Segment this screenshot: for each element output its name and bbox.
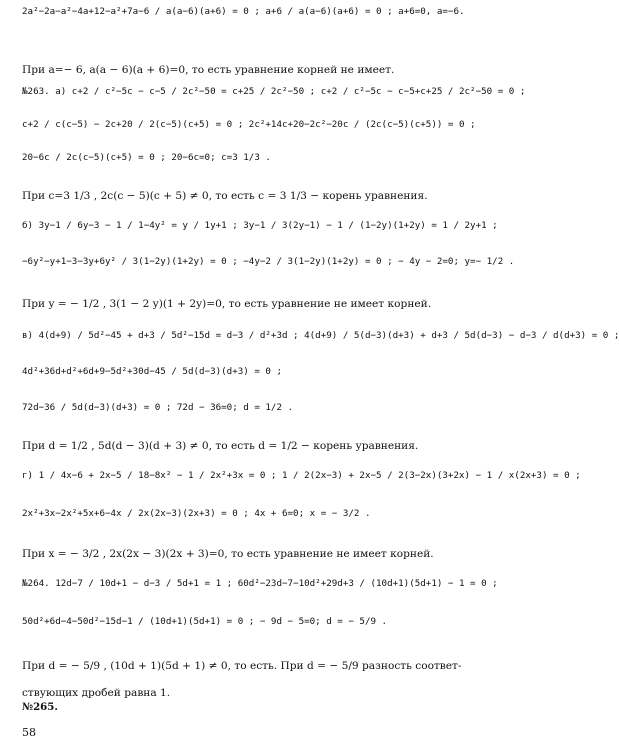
problem-264: №264. 12d−7 / 10d+1 − d−3 / 5d+1 = 1 ; 60d²−23d−7−10d²+29d+3 / (10d+1)(5d+1) − 1 = 0 ; xyxy=(22,578,498,589)
solution-line: При c=3 1/3 , 2c(c − 5)(c + 5) ≠ 0, то есть c = 3 1/3 − корень уравнения. xyxy=(22,190,428,202)
problem-265-heading: №265. xyxy=(22,701,58,713)
problem-263b: б) 3y−1 / 6y−3 − 1 / 1−4y² = y / 1y+1 ; 3y−1 / 3(2y−1) − 1 / (1−2y)(1+2y) = 1 / 2y+1 ; xyxy=(22,220,498,231)
solution-line: При d = 1/2 , 5d(d − 3)(d + 3) ≠ 0, то есть d = 1/2 − корень уравнения. xyxy=(22,440,419,452)
page-number: 58 xyxy=(22,726,36,739)
solution-line: При x = − 3/2 , 2x(2x − 3)(2x + 3)=0, то есть уравнение не имеет корней. xyxy=(22,548,434,560)
problem-263a: №263. а) c+2 / c²−5c − c−5 / 2c²−50 = c+25 / 2c²−50 ; c+2 / c²−5c − c−5+c+25 / 2c²−50 = 0 ; xyxy=(22,86,526,97)
solution-line: При d = − 5/9 , (10d + 1)(5d + 1) ≠ 0, то есть. При d = − 5/9 разность соответ- xyxy=(22,660,462,672)
solution-line: 50d²+6d−4−50d²−15d−1 / (10d+1)(5d+1) = 0 ; − 9d − 5=0; d = − 5/9 . xyxy=(22,616,388,627)
solution-line: 2x²+3x−2x²+5x+6−4x / 2x(2x−3)(2x+3) = 0 ; 4x + 6=0; x = − 3/2 . xyxy=(22,508,371,519)
problem-263g: г) 1 / 4x−6 + 2x−5 / 18−8x² − 1 / 2x²+3x = 0 ; 1 / 2(2x−3) + 2x−5 / 2(3−2x)(3+2x) − 1 / x(2x+3) = 0 ; xyxy=(22,470,581,481)
solution-line: ствующих дробей равна 1. xyxy=(22,687,171,699)
solution-line: 2a²−2a−a²−4a+12−a²+7a−6 / a(a−6)(a+6) = 0 ; a+6 / a(a−6)(a+6) = 0 ; a+6=0, a=−6. xyxy=(22,6,465,17)
solution-line: При a=− 6, a(a − 6)(a + 6)=0, то есть уравнение корней не имеет. xyxy=(22,64,395,76)
solution-line: 72d−36 / 5d(d−3)(d+3) = 0 ; 72d − 36=0; d = 1/2 . xyxy=(22,402,294,413)
solution-line: 20−6c / 2c(c−5)(c+5) = 0 ; 20−6c=0; c=3 1/3 . xyxy=(22,152,271,163)
solution-line: При y = − 1/2 , 3(1 − 2 y)(1 + 2y)=0, то есть уравнение не имеет корней. xyxy=(22,298,432,310)
solution-line: c+2 / c(c−5) − 2c+20 / 2(c−5)(c+5) = 0 ; 2c²+14c+20−2c²−20c / (2c(c−5)(c+5)) = 0 ; xyxy=(22,119,476,130)
solution-line: 4d²+36d+d²+6d+9−5d²+30d−45 / 5d(d−3)(d+3) = 0 ; xyxy=(22,366,282,377)
solution-line: −6y²−y+1−3−3y+6y² / 3(1−2y)(1+2y) = 0 ; −4y−2 / 3(1−2y)(1+2y) = 0 ; − 4y − 2=0; y=− 1/2 . xyxy=(22,256,515,267)
problem-263v: в) 4(d+9) / 5d²−45 + d+3 / 5d²−15d = d−3 / d²+3d ; 4(d+9) / 5(d−3)(d+3) + d+3 / 5d(d−3) − d−3 / d(d+3) = 0 ; xyxy=(22,330,619,341)
